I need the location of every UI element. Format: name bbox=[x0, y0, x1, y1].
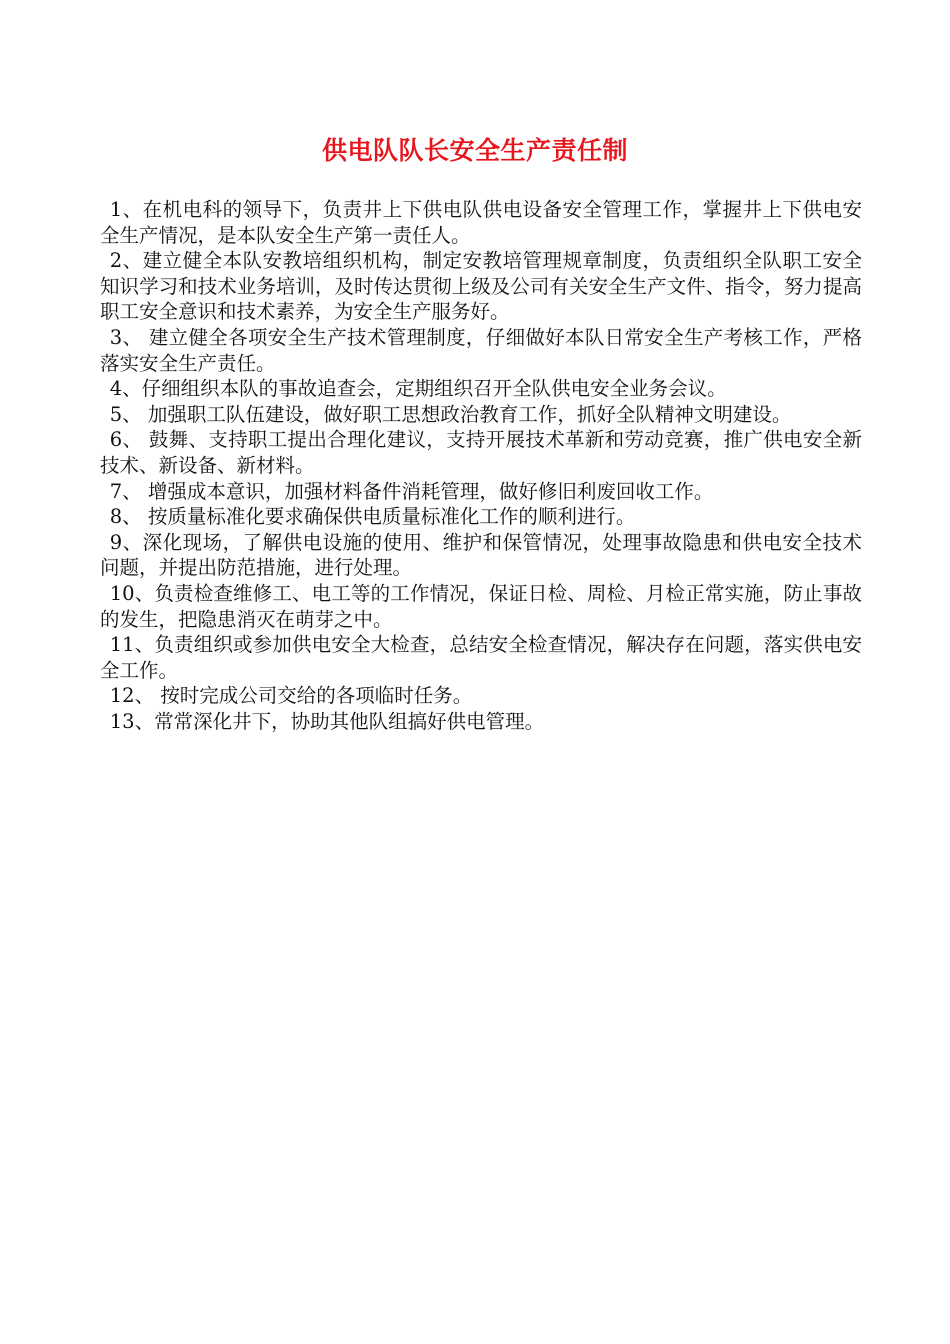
paragraph-8: 8、 按质量标准化要求确保供电质量标准化工作的顺利进行。 bbox=[109, 505, 636, 529]
paragraph-6: 6、 鼓舞、支持职工提出合理化建议，支持开展技术革新和劳动竞赛，推广供电安全新技术、新设备、新材料。 bbox=[100, 428, 862, 477]
paragraph-13: 13、常常深化井下，协助其他队组搞好供电管理。 bbox=[109, 709, 545, 733]
paragraph-9: 9、深化现场，了解供电设施的使用、维护和保管情况，处理事故隐患和供电安全技术问题，并提出防范措施，进行处理。 bbox=[100, 530, 862, 580]
document-title: 供电队队长安全生产责任制 bbox=[321, 136, 628, 165]
paragraph-7: 7、 增强成本意识，加强材料备件消耗管理，做好修旧利废回收工作。 bbox=[109, 479, 714, 503]
paragraph-12: 12、 按时完成公司交给的各项临时任务。 bbox=[109, 684, 473, 708]
paragraph-4: 4、仔细组织本队的事故追查会，定期组织召开全队供电安全业务会议。 bbox=[109, 377, 727, 401]
paragraph-2: 2、建立健全本队安教培组织机构，制定安教培管理规章制度，负责组织全队职工安全知识学习和技术业务培训，及时传达贯彻上级及公司有关安全生产文件、指令，努力提高职工安全意识和技术素养，为安全生产服务好。 bbox=[100, 249, 862, 324]
paragraph-10: 10、负责检查维修工、电工等的工作情况，保证日检、周检、月检正常实施，防止事故的发生，把隐患消灭在萌芽之中。 bbox=[100, 581, 862, 631]
paragraph-1: 1、在机电科的领导下，负责井上下供电队供电设备安全管理工作，掌握井上下供电安全生产情况，是本队安全生产第一责任人。 bbox=[100, 198, 862, 247]
paragraph-11: 11、负责组织或参加供电安全大检查，总结安全检查情况，解决存在问题，落实供电安全工作。 bbox=[100, 633, 862, 682]
paragraph-5: 5、 加强职工队伍建设，做好职工思想政治教育工作，抓好全队精神文明建设。 bbox=[109, 402, 792, 426]
paragraph-3: 3、 建立健全各项安全生产技术管理制度，仔细做好本队日常安全生产考核工作，严格落实安全生产责任。 bbox=[100, 325, 862, 375]
document-body bbox=[100, 197, 862, 734]
